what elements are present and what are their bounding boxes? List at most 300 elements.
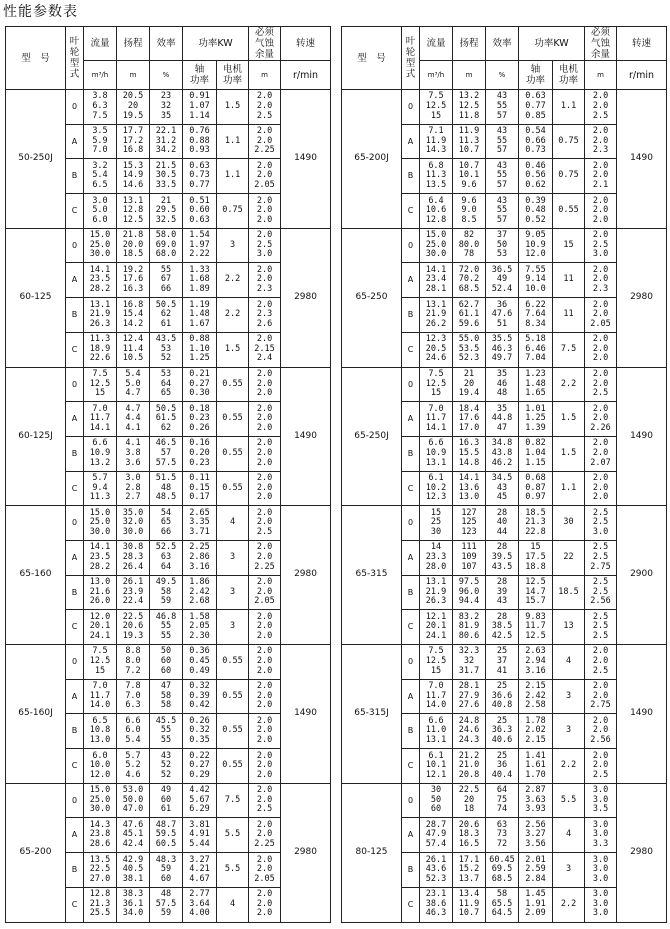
motor-power-cell: 5.5 bbox=[217, 818, 249, 853]
npsh-cell: 2.0 2.0 2.5 bbox=[249, 783, 281, 818]
head-cell: 28.1 27.9 27.6 bbox=[453, 679, 486, 714]
motor-power-cell: 0.55 bbox=[217, 749, 249, 784]
shaft-power-cell: 0.76 0.88 0.93 bbox=[183, 124, 217, 159]
flow-cell: 12.3 20.5 24.6 bbox=[420, 332, 453, 367]
impeller-cell: B bbox=[402, 436, 420, 471]
efficiency-cell: 63 73 72 bbox=[486, 818, 519, 853]
flow-cell: 3.8 6.3 7.5 bbox=[84, 90, 117, 125]
flow-cell: 28.7 47.9 57.4 bbox=[420, 818, 453, 853]
efficiency-cell: 34.5 43 45 bbox=[486, 471, 519, 506]
impeller-cell: C bbox=[402, 749, 420, 784]
shaft-power-cell: 9.83 11.7 12.5 bbox=[519, 610, 553, 645]
efficiency-cell: 49.5 58 59 bbox=[150, 575, 183, 610]
impeller-cell: B bbox=[66, 853, 84, 888]
motor-power-cell: 1.1 bbox=[553, 90, 585, 125]
motor-power-cell: 0.75 bbox=[553, 159, 585, 194]
impeller-cell: 0 bbox=[66, 783, 84, 818]
flow-cell: 7.5 12.5 15 bbox=[420, 90, 453, 125]
efficiency-cell: 55 67 66 bbox=[150, 263, 183, 298]
header-shaft-power: 轴 功率 bbox=[519, 61, 553, 90]
flow-cell: 5.7 9.4 11.3 bbox=[84, 471, 117, 506]
npsh-cell: 2.0 2.0 2.25 bbox=[249, 124, 281, 159]
npsh-cell: 2.0 2.0 2.05 bbox=[585, 298, 617, 333]
header-flow: 流量 bbox=[420, 27, 453, 61]
motor-power-cell: 5.5 bbox=[217, 853, 249, 888]
motor-power-cell: 2.2 bbox=[217, 298, 249, 333]
motor-power-cell: 1.1 bbox=[553, 471, 585, 506]
shaft-power-cell: 0.88 1.10 1.25 bbox=[183, 332, 217, 367]
header-row bbox=[6, 27, 331, 61]
shaft-power-cell: 1.45 1.91 2.09 bbox=[519, 887, 553, 922]
flow-cell: 14.1 23.5 28.2 bbox=[84, 540, 117, 575]
head-cell: 55.0 53.5 52.3 bbox=[453, 332, 486, 367]
npsh-cell: 2.0 2.0 2.1 bbox=[585, 159, 617, 194]
efficiency-cell: 21.5 30.5 33.5 bbox=[150, 159, 183, 194]
impeller-cell: A bbox=[402, 124, 420, 159]
motor-power-cell: 0.55 bbox=[217, 436, 249, 471]
motor-power-cell: 3 bbox=[553, 853, 585, 888]
head-cell: 9.6 9.0 8.5 bbox=[453, 194, 486, 229]
header-eff-unit: % bbox=[486, 61, 519, 90]
header-shaft-power: 轴 功率 bbox=[183, 61, 217, 90]
header-speed: 转速 bbox=[281, 27, 331, 61]
impeller-cell: C bbox=[66, 194, 84, 229]
shaft-power-cell: 1.33 1.68 1.89 bbox=[183, 263, 217, 298]
npsh-cell: 2.0 2.0 2.07 bbox=[585, 436, 617, 471]
shaft-power-cell: 0.68 0.87 0.97 bbox=[519, 471, 553, 506]
impeller-cell: 0 bbox=[66, 228, 84, 263]
npsh-cell: 2.0 2.0 2.5 bbox=[585, 90, 617, 125]
shaft-power-cell: 2.87 3.63 3.93 bbox=[519, 783, 553, 818]
shaft-power-cell: 12.5 14.7 15.7 bbox=[519, 575, 553, 610]
npsh-cell: 2.0 2.5 3.0 bbox=[585, 228, 617, 263]
shaft-power-cell: 0.22 0.27 0.29 bbox=[183, 749, 217, 784]
speed-cell: 1490 bbox=[281, 645, 331, 784]
npsh-cell: 2.0 2.0 2.3 bbox=[585, 263, 617, 298]
motor-power-cell: 4 bbox=[217, 506, 249, 541]
motor-power-cell: 7.5 bbox=[217, 783, 249, 818]
flow-cell: 13.1 21.9 26.3 bbox=[420, 575, 453, 610]
impeller-cell: C bbox=[402, 610, 420, 645]
efficiency-cell: 45.5 55 55 bbox=[150, 714, 183, 749]
shaft-power-cell: 1.58 2.05 2.30 bbox=[183, 610, 217, 645]
efficiency-cell: 36.5 49 52.4 bbox=[486, 263, 519, 298]
model-cell: 65-250 bbox=[342, 228, 402, 367]
impeller-cell: A bbox=[402, 540, 420, 575]
flow-cell: 6.8 11.3 13.5 bbox=[420, 159, 453, 194]
flow-cell: 13.5 22.5 27.0 bbox=[84, 853, 117, 888]
flow-cell: 6.5 10.8 13.0 bbox=[84, 714, 117, 749]
impeller-cell: B bbox=[66, 714, 84, 749]
flow-cell: 6.4 10.6 12.8 bbox=[420, 194, 453, 229]
efficiency-cell: 28 40 44 bbox=[486, 506, 519, 541]
efficiency-cell: 43 55 57 bbox=[486, 90, 519, 125]
header-flow: 流量 bbox=[84, 27, 117, 61]
shaft-power-cell: 0.63 0.73 0.77 bbox=[183, 159, 217, 194]
efficiency-cell: 37 50 53 bbox=[486, 228, 519, 263]
efficiency-cell: 25 36.3 40.6 bbox=[486, 714, 519, 749]
efficiency-cell: 50.5 61.5 62 bbox=[150, 402, 183, 437]
flow-cell: 7.0 11.7 14.0 bbox=[84, 679, 117, 714]
head-cell: 24.8 24.6 24.3 bbox=[453, 714, 486, 749]
motor-power-cell: 3 bbox=[553, 714, 585, 749]
header-efficiency: 效率 bbox=[150, 27, 183, 61]
flow-cell: 15.0 25.0 30.0 bbox=[84, 506, 117, 541]
table-row bbox=[342, 506, 667, 541]
model-cell: 60-125 bbox=[6, 228, 66, 367]
npsh-cell: 2.0 2.0 2.05 bbox=[249, 853, 281, 888]
motor-power-cell: 0.55 bbox=[217, 714, 249, 749]
impeller-cell: C bbox=[66, 610, 84, 645]
motor-power-cell: 0.55 bbox=[553, 194, 585, 229]
speed-cell: 1490 bbox=[617, 645, 667, 784]
npsh-cell: 2.0 2.0 2.26 bbox=[585, 402, 617, 437]
flow-cell: 7.5 12.5 15 bbox=[84, 645, 117, 680]
flow-cell: 14.1 23.5 28.2 bbox=[84, 263, 117, 298]
efficiency-cell: 35.5 46.3 49.7 bbox=[486, 332, 519, 367]
shaft-power-cell: 1.01 1.25 1.39 bbox=[519, 402, 553, 437]
impeller-cell: 0 bbox=[402, 506, 420, 541]
npsh-cell: 2.0 2.0 2.0 bbox=[249, 471, 281, 506]
head-cell: 5.7 5.2 4.6 bbox=[117, 749, 150, 784]
header-head: 扬程 bbox=[453, 27, 486, 61]
efficiency-cell: 58 65.5 64.5 bbox=[486, 887, 519, 922]
efficiency-cell: 43 55 57 bbox=[486, 124, 519, 159]
impeller-cell: A bbox=[66, 402, 84, 437]
head-cell: 11.9 11.3 10.7 bbox=[453, 124, 486, 159]
impeller-cell: C bbox=[402, 194, 420, 229]
npsh-cell: 2.0 2.3 2.6 bbox=[249, 298, 281, 333]
impeller-cell: A bbox=[402, 818, 420, 853]
head-cell: 7.8 7.0 6.3 bbox=[117, 679, 150, 714]
npsh-cell: 2.0 2.0 2.5 bbox=[585, 367, 617, 402]
npsh-cell: 2.0 2.0 2.0 bbox=[249, 749, 281, 784]
header-model: 型 号 bbox=[342, 27, 402, 90]
motor-power-cell: 15 bbox=[553, 228, 585, 263]
table-row bbox=[342, 645, 667, 680]
head-cell: 20.6 18.3 16.5 bbox=[453, 818, 486, 853]
efficiency-cell: 50 60 60 bbox=[150, 645, 183, 680]
flow-cell: 14.3 23.8 28.6 bbox=[84, 818, 117, 853]
flow-cell: 3.5 5.9 7.0 bbox=[84, 124, 117, 159]
impeller-cell: A bbox=[66, 540, 84, 575]
head-cell: 21 20 19.4 bbox=[453, 367, 486, 402]
npsh-cell: 3.0 3.0 3.0 bbox=[585, 887, 617, 922]
impeller-cell: 0 bbox=[402, 228, 420, 263]
motor-power-cell: 1.5 bbox=[217, 332, 249, 367]
motor-power-cell: 1.5 bbox=[553, 402, 585, 437]
impeller-cell: B bbox=[402, 298, 420, 333]
flow-cell: 7.0 11.7 14.1 bbox=[420, 402, 453, 437]
header-flow-unit: m³/h bbox=[84, 61, 117, 90]
impeller-cell: C bbox=[66, 332, 84, 367]
motor-power-cell: 2.2 bbox=[217, 263, 249, 298]
efficiency-cell: 25 37 41 bbox=[486, 645, 519, 680]
header-model: 型 号 bbox=[6, 27, 66, 90]
head-cell: 38.3 36.1 34.0 bbox=[117, 887, 150, 922]
flow-cell: 14.1 23.4 28.1 bbox=[420, 263, 453, 298]
efficiency-cell: 43 55 57 bbox=[486, 159, 519, 194]
shaft-power-cell: 15 17.5 18.8 bbox=[519, 540, 553, 575]
head-cell: 15.3 14.9 14.6 bbox=[117, 159, 150, 194]
header-power: 功率KW bbox=[519, 27, 585, 61]
motor-power-cell: 1.1 bbox=[217, 124, 249, 159]
head-cell: 17.1 15.2 13.7 bbox=[453, 853, 486, 888]
head-cell: 19.2 17.6 16.3 bbox=[117, 263, 150, 298]
header-npsh-unit: m bbox=[249, 61, 281, 90]
shaft-power-cell: 9.05 10.9 12.0 bbox=[519, 228, 553, 263]
efficiency-cell: 49 60 61 bbox=[150, 783, 183, 818]
motor-power-cell: 2.2 bbox=[553, 367, 585, 402]
motor-power-cell: 3 bbox=[217, 540, 249, 575]
efficiency-cell: 43 52 52 bbox=[150, 749, 183, 784]
efficiency-cell: 58.0 69.0 68.0 bbox=[150, 228, 183, 263]
efficiency-cell: 36 47.6 51 bbox=[486, 298, 519, 333]
motor-power-cell: 0.75 bbox=[553, 124, 585, 159]
efficiency-cell: 28 38.5 42.5 bbox=[486, 610, 519, 645]
head-cell: 42.9 40.5 38.1 bbox=[117, 853, 150, 888]
shaft-power-cell: 1.41 1.61 1.70 bbox=[519, 749, 553, 784]
impeller-cell: C bbox=[66, 471, 84, 506]
head-cell: 5.4 5.0 4.7 bbox=[117, 367, 150, 402]
head-cell: 32.3 32 31.7 bbox=[453, 645, 486, 680]
efficiency-cell: 53 64 65 bbox=[150, 367, 183, 402]
motor-power-cell: 22 bbox=[553, 540, 585, 575]
npsh-cell: 2.0 2.0 2.3 bbox=[249, 263, 281, 298]
shaft-power-cell: 7.55 9.14 10.0 bbox=[519, 263, 553, 298]
npsh-cell: 2.0 2.0 2.0 bbox=[585, 194, 617, 229]
flow-cell: 3.2 5.4 6.5 bbox=[84, 159, 117, 194]
npsh-cell: 2.0 2.0 2.0 bbox=[249, 402, 281, 437]
header-npsh: 必须 气蚀 余量 bbox=[585, 27, 617, 61]
shaft-power-cell: 0.82 1.04 1.15 bbox=[519, 436, 553, 471]
flow-cell: 7.0 11.7 14.0 bbox=[420, 679, 453, 714]
impeller-cell: C bbox=[402, 887, 420, 922]
head-cell: 47.6 45.1 42.4 bbox=[117, 818, 150, 853]
motor-power-cell: 0.55 bbox=[217, 471, 249, 506]
efficiency-cell: 21 29.5 32.5 bbox=[150, 194, 183, 229]
shaft-power-cell: 0.36 0.45 0.49 bbox=[183, 645, 217, 680]
impeller-cell: 0 bbox=[66, 367, 84, 402]
flow-cell: 6.6 11.0 13.1 bbox=[420, 714, 453, 749]
head-cell: 16.3 15.5 14.8 bbox=[453, 436, 486, 471]
motor-power-cell: 4 bbox=[217, 887, 249, 922]
npsh-cell: 2.0 2.0 2.0 bbox=[249, 645, 281, 680]
head-cell: 83.2 81.9 80.6 bbox=[453, 610, 486, 645]
motor-power-cell: 30 bbox=[553, 506, 585, 541]
npsh-cell: 2.0 2.0 2.0 bbox=[249, 714, 281, 749]
impeller-cell: A bbox=[402, 679, 420, 714]
flow-cell: 12.0 20.1 24.1 bbox=[84, 610, 117, 645]
efficiency-cell: 35 46 48 bbox=[486, 367, 519, 402]
head-cell: 17.7 17.2 16.8 bbox=[117, 124, 150, 159]
npsh-cell: 2.0 2.0 2.56 bbox=[585, 714, 617, 749]
head-cell: 12.4 11.4 10.5 bbox=[117, 332, 150, 367]
header-efficiency: 效率 bbox=[486, 27, 519, 61]
shaft-power-cell: 5.18 6.46 7.04 bbox=[519, 332, 553, 367]
shaft-power-cell: 1.19 1.48 1.67 bbox=[183, 298, 217, 333]
efficiency-cell: 46.5 57 57.5 bbox=[150, 436, 183, 471]
head-cell: 4.1 3.8 3.6 bbox=[117, 436, 150, 471]
head-cell: 18.4 17.6 17.0 bbox=[453, 402, 486, 437]
head-cell: 20.5 20 19.5 bbox=[117, 90, 150, 125]
impeller-cell: C bbox=[402, 471, 420, 506]
flow-cell: 6.6 10.9 13.1 bbox=[420, 436, 453, 471]
header-speed: 转速 bbox=[617, 27, 667, 61]
impeller-cell: C bbox=[66, 749, 84, 784]
head-cell: 3.0 2.8 2.7 bbox=[117, 471, 150, 506]
flow-cell: 13.1 21.9 26.2 bbox=[420, 298, 453, 333]
flow-cell: 6.0 10.0 12.0 bbox=[84, 749, 117, 784]
speed-cell: 2980 bbox=[617, 783, 667, 922]
efficiency-cell: 64 75 74 bbox=[486, 783, 519, 818]
efficiency-cell: 54 65 66 bbox=[150, 506, 183, 541]
performance-table-left bbox=[5, 26, 331, 923]
shaft-power-cell: 1.23 1.48 1.65 bbox=[519, 367, 553, 402]
npsh-cell: 3.0 3.0 3.3 bbox=[585, 818, 617, 853]
npsh-cell: 2.0 2.0 2.0 bbox=[249, 679, 281, 714]
head-cell: 13.2 12.5 11.8 bbox=[453, 90, 486, 125]
efficiency-cell: 25 36.6 40.8 bbox=[486, 679, 519, 714]
speed-cell: 2980 bbox=[281, 506, 331, 645]
npsh-cell: 2.0 2.0 2.0 bbox=[585, 471, 617, 506]
impeller-cell: B bbox=[402, 159, 420, 194]
efficiency-cell: 47 58 58 bbox=[150, 679, 183, 714]
shaft-power-cell: 0.54 0.66 0.73 bbox=[519, 124, 553, 159]
flow-cell: 7.5 12.5 15 bbox=[84, 367, 117, 402]
head-cell: 35.0 32.0 30.0 bbox=[117, 506, 150, 541]
performance-table-right bbox=[341, 26, 667, 923]
shaft-power-cell: 2.65 3.35 3.71 bbox=[183, 506, 217, 541]
npsh-cell: 2.0 2.0 2.0 bbox=[249, 436, 281, 471]
header-speed-unit: r/min bbox=[281, 61, 331, 90]
head-cell: 53.0 50.0 47.0 bbox=[117, 783, 150, 818]
header-head-unit: m bbox=[117, 61, 150, 90]
page-title: 性能参数表 bbox=[3, 4, 78, 20]
speed-cell: 1490 bbox=[281, 367, 331, 506]
model-cell: 50-250J bbox=[6, 90, 66, 229]
motor-power-cell: 1.1 bbox=[217, 159, 249, 194]
shaft-power-cell: 0.46 0.56 0.62 bbox=[519, 159, 553, 194]
efficiency-cell: 35 44.8 47 bbox=[486, 402, 519, 437]
motor-power-cell: 1.5 bbox=[553, 436, 585, 471]
npsh-cell: 2.0 2.15 2.4 bbox=[249, 332, 281, 367]
impeller-cell: B bbox=[66, 298, 84, 333]
efficiency-cell: 23 32 35 bbox=[150, 90, 183, 125]
impeller-cell: A bbox=[66, 263, 84, 298]
motor-power-cell: 3 bbox=[217, 228, 249, 263]
flow-cell: 7.5 12.5 15 bbox=[420, 645, 453, 680]
model-cell: 60-125J bbox=[6, 367, 66, 506]
header-eff-unit: % bbox=[150, 61, 183, 90]
impeller-cell: 0 bbox=[66, 506, 84, 541]
shaft-power-cell: 0.16 0.20 0.23 bbox=[183, 436, 217, 471]
impeller-cell: 0 bbox=[402, 645, 420, 680]
speed-cell: 1490 bbox=[617, 90, 667, 229]
efficiency-cell: 48.3 59 60 bbox=[150, 853, 183, 888]
head-cell: 13.4 11.9 10.7 bbox=[453, 887, 486, 922]
flow-cell: 30 50 60 bbox=[420, 783, 453, 818]
shaft-power-cell: 0.18 0.23 0.26 bbox=[183, 402, 217, 437]
head-cell: 62.7 61.1 59.6 bbox=[453, 298, 486, 333]
npsh-cell: 2.0 2.0 2.75 bbox=[585, 679, 617, 714]
npsh-cell: 2.0 2.0 2.05 bbox=[249, 575, 281, 610]
header-head: 扬程 bbox=[117, 27, 150, 61]
npsh-cell: 2.0 2.0 2.0 bbox=[249, 367, 281, 402]
speed-cell: 2980 bbox=[281, 228, 331, 367]
shaft-power-cell: 2.01 2.59 2.84 bbox=[519, 853, 553, 888]
header-head-unit: m bbox=[453, 61, 486, 90]
efficiency-cell: 50.5 62 61 bbox=[150, 298, 183, 333]
shaft-power-cell: 2.77 3.64 4.00 bbox=[183, 887, 217, 922]
flow-cell: 15.0 25.0 30.0 bbox=[420, 228, 453, 263]
shaft-power-cell: 2.25 2.86 3.16 bbox=[183, 540, 217, 575]
head-cell: 111 109 107 bbox=[453, 540, 486, 575]
header-row bbox=[342, 27, 667, 61]
speed-cell: 1490 bbox=[617, 367, 667, 506]
impeller-cell: A bbox=[66, 124, 84, 159]
header-speed-unit: r/min bbox=[617, 61, 667, 90]
impeller-cell: A bbox=[402, 263, 420, 298]
flow-cell: 12.1 20.1 24.1 bbox=[420, 610, 453, 645]
impeller-cell: A bbox=[402, 402, 420, 437]
model-cell: 65-160 bbox=[6, 506, 66, 645]
header-impeller: 叶 轮 型 式 bbox=[66, 27, 84, 90]
npsh-cell: 2.5 2.5 2.5 bbox=[585, 610, 617, 645]
npsh-cell: 2.0 2.0 2.0 bbox=[249, 610, 281, 645]
table-row bbox=[342, 783, 667, 818]
shaft-power-cell: 18.5 21.3 22.8 bbox=[519, 506, 553, 541]
table-row bbox=[6, 90, 331, 125]
head-cell: 6.6 6.0 5.4 bbox=[117, 714, 150, 749]
npsh-cell: 2.0 2.5 3.0 bbox=[249, 228, 281, 263]
flow-cell: 7.5 12.5 15 bbox=[420, 367, 453, 402]
shaft-power-cell: 1.54 1.97 2.22 bbox=[183, 228, 217, 263]
impeller-cell: B bbox=[66, 436, 84, 471]
motor-power-cell: 4 bbox=[553, 645, 585, 680]
impeller-cell: 0 bbox=[66, 645, 84, 680]
model-cell: 65-315 bbox=[342, 506, 402, 645]
shaft-power-cell: 0.26 0.32 0.35 bbox=[183, 714, 217, 749]
flow-cell: 14 23.3 28.0 bbox=[420, 540, 453, 575]
speed-cell: 1490 bbox=[281, 90, 331, 229]
model-cell: 80-125 bbox=[342, 783, 402, 922]
motor-power-cell: 11 bbox=[553, 263, 585, 298]
npsh-cell: 2.0 2.0 2.0 bbox=[249, 194, 281, 229]
shaft-power-cell: 1.78 2.02 2.15 bbox=[519, 714, 553, 749]
npsh-cell: 2.0 2.0 2.0 bbox=[249, 887, 281, 922]
head-cell: 16.8 15.4 14.2 bbox=[117, 298, 150, 333]
impeller-cell: B bbox=[66, 575, 84, 610]
motor-power-cell: 0.75 bbox=[217, 194, 249, 229]
shaft-power-cell: 0.32 0.39 0.42 bbox=[183, 679, 217, 714]
shaft-power-cell: 2.63 2.94 3.16 bbox=[519, 645, 553, 680]
efficiency-cell: 34.8 43.8 46.2 bbox=[486, 436, 519, 471]
efficiency-cell: 51.5 48 48.5 bbox=[150, 471, 183, 506]
impeller-cell: B bbox=[66, 159, 84, 194]
head-cell: 26.1 23.9 22.4 bbox=[117, 575, 150, 610]
shaft-power-cell: 3.81 4.91 5.44 bbox=[183, 818, 217, 853]
motor-power-cell: 2.2 bbox=[553, 887, 585, 922]
shaft-power-cell: 2.15 2.42 2.58 bbox=[519, 679, 553, 714]
model-cell: 65-250J bbox=[342, 367, 402, 506]
head-cell: 13.1 12.8 12.5 bbox=[117, 194, 150, 229]
shaft-power-cell: 3.27 4.21 4.67 bbox=[183, 853, 217, 888]
motor-power-cell: 18.5 bbox=[553, 575, 585, 610]
flow-cell: 7.1 11.9 14.3 bbox=[420, 124, 453, 159]
npsh-cell: 2.0 2.0 2.5 bbox=[249, 90, 281, 125]
efficiency-cell: 48.7 59.5 60.5 bbox=[150, 818, 183, 853]
